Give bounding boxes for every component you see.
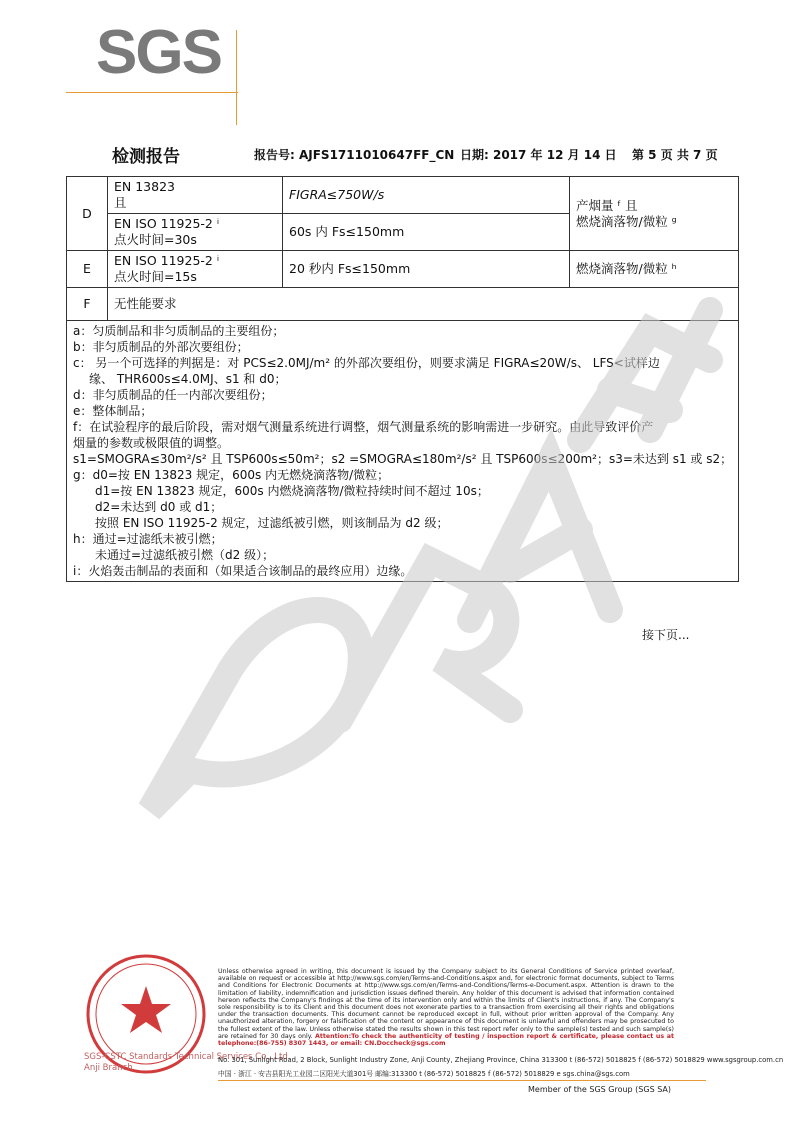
note-line: d：非匀质制品的任一内部次要组份； — [73, 388, 273, 402]
table-row — [67, 251, 739, 288]
sgs-logo — [96, 18, 221, 94]
legal-fine-print — [218, 968, 674, 1047]
class-cell: D — [67, 177, 108, 251]
standard-note: 点火时间=30s — [114, 232, 197, 247]
table-row — [67, 177, 739, 214]
seal-branch: Anji Branch — [84, 1063, 133, 1073]
logo-vertical-rule — [236, 30, 237, 125]
note-line: f：在试验程序的最后阶段，需对烟气测量系统进行调整，烟气测量系统的影响需进一步研究。由此导致评价产 — [73, 420, 654, 434]
class-cell: F — [67, 288, 108, 321]
criteria-cell: 20 秒内 Fs≤150mm — [283, 251, 570, 288]
standard-cell — [108, 214, 283, 251]
notes-cell — [67, 321, 739, 582]
report-title: 检测报告 — [112, 147, 180, 167]
additional-cell — [570, 177, 739, 251]
standard-cell — [108, 177, 283, 214]
note-line: e：整体制品； — [73, 404, 153, 418]
note-line: d1=按 EN 13823 规定，600s 内燃烧滴落物/微粒持续时间不超过 10s； — [95, 484, 489, 498]
note-line: 烟量的参数或极限值的调整。 — [73, 436, 230, 450]
report-date: 日期: 2017 年 12 月 14 日 — [460, 148, 617, 162]
member-line: Member of the SGS Group (SGS SA) — [528, 1085, 672, 1094]
report-header — [112, 142, 732, 166]
sgs-logo-text: SGS — [96, 18, 221, 87]
additional-text: 燃烧滴落物/微粒 ᵍ — [576, 213, 677, 229]
seal-company: SGS-CSTC Standards Technical Services Co., Ltd. — [84, 1052, 291, 1062]
note-line: b：非匀质制品的外部次要组份； — [73, 340, 249, 354]
table-row — [67, 288, 739, 321]
address-english: No. 301, Sunlight Road, 2 Block, Sunlight Industry Zone, Anji County, Zhejiang Province, China 313300 t (86-572) 5018825 f (86-572) 5018829 www.sgsgroup.com.cn — [218, 1056, 784, 1064]
criteria-text: FIGRA≤750W/s — [289, 187, 385, 202]
footer-divider — [218, 1080, 706, 1081]
standard-name: EN ISO 11925-2 ⁱ — [114, 216, 220, 231]
page-indicator: 第 5 页 共 7 页 — [632, 148, 718, 162]
report-number: 报告号: AJFS1711010647FF_CN — [254, 148, 455, 162]
attention-text: Attention:To check the authenticity of testing / inspection report & certificate, please contact us at telephone:(86-755) 8307 1443, or email: CN.Doccheck@sgs.com — [218, 1032, 674, 1048]
classification-table — [66, 176, 739, 582]
standard-note: 点火时间=15s — [114, 269, 197, 284]
standard-cell — [108, 251, 283, 288]
criteria-cell: 60s 内 Fs≤150mm — [283, 214, 570, 251]
requirement-cell: 无性能要求 — [108, 288, 739, 321]
additional-text: 产烟量 ᶠ 且 — [576, 197, 638, 213]
note-line: h：通过=过滤纸未被引燃； — [73, 532, 223, 546]
standard-name: EN ISO 11925-2 ⁱ — [114, 253, 220, 268]
logo-horizontal-rule — [66, 92, 238, 93]
note-line: g：d0=按 EN 13823 规定，600s 内无燃烧滴落物/微粒； — [73, 468, 390, 482]
note-line: i：火焰轰击制品的表面和（如果适合该制品的最终应用）边缘。 — [73, 564, 413, 578]
note-line: 按照 EN ISO 11925-2 规定，过滤纸被引燃，则该制品为 d2 级； — [95, 516, 449, 530]
terms-text: Unless otherwise agreed in writing, this document is issued by the Company subject to its General Conditions of Service printed overleaf, available on request or accessible at http://www.sgs.com/en/Terms-and-Conditions.aspx and, for electronic format documents, subject to Terms and Conditions for Electronic Documents at http://www.sgs.com/en/Terms-and-Conditions/Terms-e-Document.aspx. Attention is drawn to the limitation of liability, indemnification and jurisdiction issues defined therein. Any holder of this document is advised that information contained hereon reflects the Company's findings at the time of its intervention only and within the limits of Client's instructions, if any. The Company's sole responsibility is to its Client and this document does not exonerate parties to a transaction from exercising all their rights and obligations under the transaction documents. This document cannot be reproduced except in full, without prior written approval of the Company. Any unauthorized alteration, forgery or falsification of the content or appearance of this document is unlawful and offenders may be prosecuted to the fullest extent of the law. Unless otherwise stated the results shown in this test report refer only to the sample(s) tested and such sample(s) are retained for 30 days only. — [218, 968, 674, 1040]
standard-note: 且 — [114, 195, 127, 210]
standard-name: EN 13823 — [114, 179, 175, 194]
note-line: s1=SMOGRA≤30m²/s² 且 TSP600s≤50m²；s2 =SMOGRA≤180m²/s² 且 TSP600s≤200m²；s3=未达到 s1 或 s2； — [73, 452, 733, 466]
continued-label: 接下页... — [642, 628, 690, 642]
note-line: 缘、 THR600s≤4.0MJ、s1 和 d0； — [89, 372, 287, 386]
note-line: 未通过=过滤纸被引燃（d2 级）； — [95, 548, 275, 562]
criteria-cell — [283, 177, 570, 214]
class-cell: E — [67, 251, 108, 288]
note-line: c： 另一个可选择的判据是：对 PCS≤2.0MJ/m² 的外部次要组份，则要求满足 FIGRA≤20W/s、 LFS<试样边 — [73, 356, 660, 370]
note-line: a：匀质制品和非匀质制品的主要组份； — [73, 324, 285, 338]
additional-cell: 燃烧滴落物/微粒 ʰ — [570, 251, 739, 288]
address-chinese: 中国 · 浙江 · 安吉县阳光工业园二区阳光大道301号 邮编:313300 t (86-572) 5018825 f (86-572) 5018829 e sgs.china@sgs.com — [218, 1070, 630, 1078]
notes-row — [67, 321, 739, 582]
note-line: d2=未达到 d0 或 d1； — [95, 500, 223, 514]
